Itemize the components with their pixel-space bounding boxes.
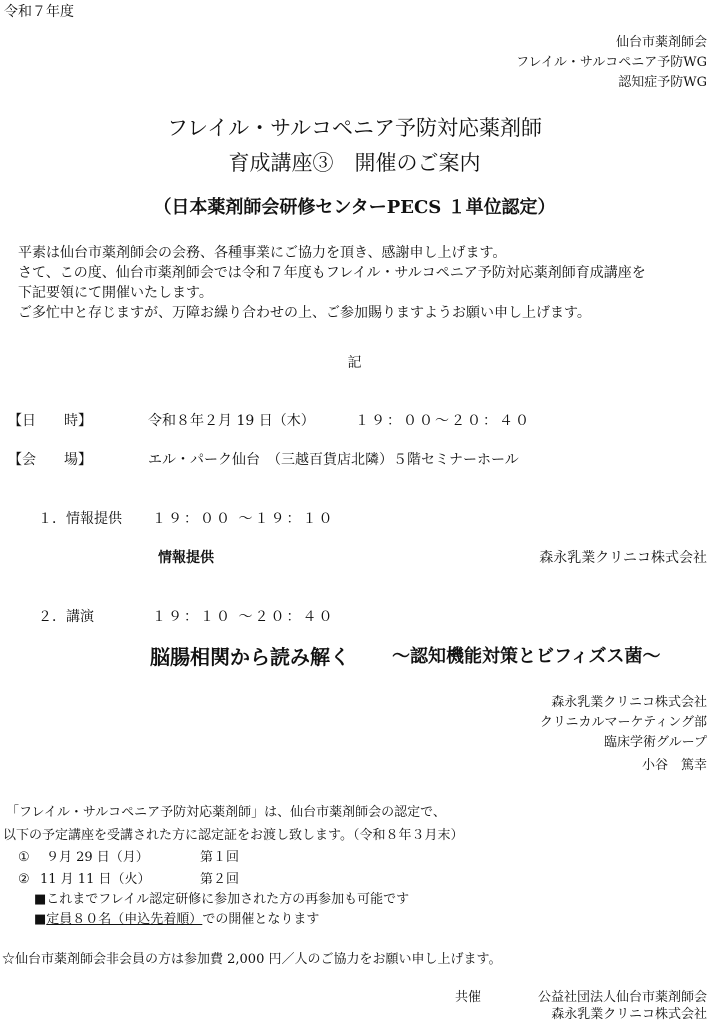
program-1-speaker: 森永乳業クリニコ株式会社 [539, 550, 707, 566]
date-label: 【日 時】 [8, 413, 92, 429]
session-2-date: 11 月 11 日（火） [40, 872, 151, 887]
program-1-time: １９：００ ～１９：１０ [152, 511, 335, 527]
title-line-3: （日本薬剤師会研修センターPECS １単位認定） [153, 197, 556, 218]
date-value: 令和８年２月 19 日（木） [148, 413, 315, 429]
greeting-line-4: ご多忙中と存じますが、万障お繰り合わせの上、ご参加賜りますようお願い申し上げます。 [18, 305, 591, 321]
certification-line-1: 「フレイル・サルコペニア予防対応薬剤師」は、仙台市薬剤師会の認定で、 [6, 805, 446, 820]
title-line-1: フレイル・サルコペニア予防対応薬剤師 [166, 116, 543, 140]
cosponsor-association: 公益社団法人仙台市薬剤師会 [537, 990, 707, 1005]
fiscal-year: 令和７年度 [4, 4, 74, 20]
time-value: １９：００～２０：４０ [355, 413, 531, 429]
session-1-label: 第１回 [200, 850, 240, 865]
note-capacity [34, 911, 319, 929]
program-2-time: １９：１０ ～２０：４０ [152, 609, 335, 625]
greeting-line-3: 下記要領にて開催いたします。 [18, 285, 213, 301]
cosponsor-label: 共催 [455, 990, 482, 1005]
program-1-number: １．情報提供 [38, 511, 122, 527]
note-capacity-bullet: ■ [34, 912, 47, 927]
org-line-frailty-wg: フレイル・サルコペニア予防WG [516, 55, 707, 70]
fee-note: ☆仙台市薬剤師会非会員の方は参加費 2,000 円／人のご協力をお願い申し上げます。 [2, 952, 502, 967]
speaker-company: 森永乳業クリニコ株式会社 [551, 695, 707, 710]
program-2-number: ２．講演 [38, 609, 94, 625]
session-1-mark: ① [18, 850, 30, 865]
session-1-date: ９月 29 日（月） [46, 850, 149, 865]
org-line-association: 仙台市薬剤師会 [615, 35, 707, 50]
greeting-line-2: さて、この度、仙台市薬剤師会では令和７年度もフレイル・サルコペニア予防対応薬剤師育成講座を [18, 265, 646, 281]
title-line-2: 育成講座③ 開催のご案内 [228, 151, 481, 175]
speaker-group: 臨床学術グループ [604, 735, 707, 750]
speaker-name: 小谷 篤幸 [641, 758, 707, 773]
venue-value: エル・パーク仙台 （三越百貨店北隣）５階セミナーホール [148, 452, 519, 468]
ki-mark: 記 [347, 355, 362, 371]
program-1-topic: 情報提供 [158, 550, 214, 566]
note-reparticipation: ■これまでフレイル認定研修に参加された方の再参加も可能です [34, 892, 410, 907]
session-2-mark: ② [18, 872, 30, 887]
org-line-dementia-wg: 認知症予防WG [618, 75, 707, 90]
note-capacity-underlined: 定員８０名（申込先着順） [46, 912, 203, 927]
cosponsor-company: 森永乳業クリニコ株式会社 [551, 1007, 707, 1022]
program-2-topic: 脳腸相関から読み解く [150, 645, 350, 669]
certification-line-2: 以下の予定講座を受講された方に認定証をお渡し致します。（令和８年３月末） [3, 828, 464, 843]
venue-label: 【会 場】 [8, 452, 92, 468]
program-2-subtitle: ～認知機能対策とビフィズス菌～ [392, 646, 661, 667]
speaker-department: クリニカルマーケティング部 [539, 715, 707, 730]
note-capacity-suffix: での開催となります [202, 912, 320, 927]
greeting-line-1: 平素は仙台市薬剤師会の会務、各種事業にご協力を頂き、感謝申し上げます。 [18, 245, 507, 261]
session-2-label: 第２回 [200, 872, 240, 887]
